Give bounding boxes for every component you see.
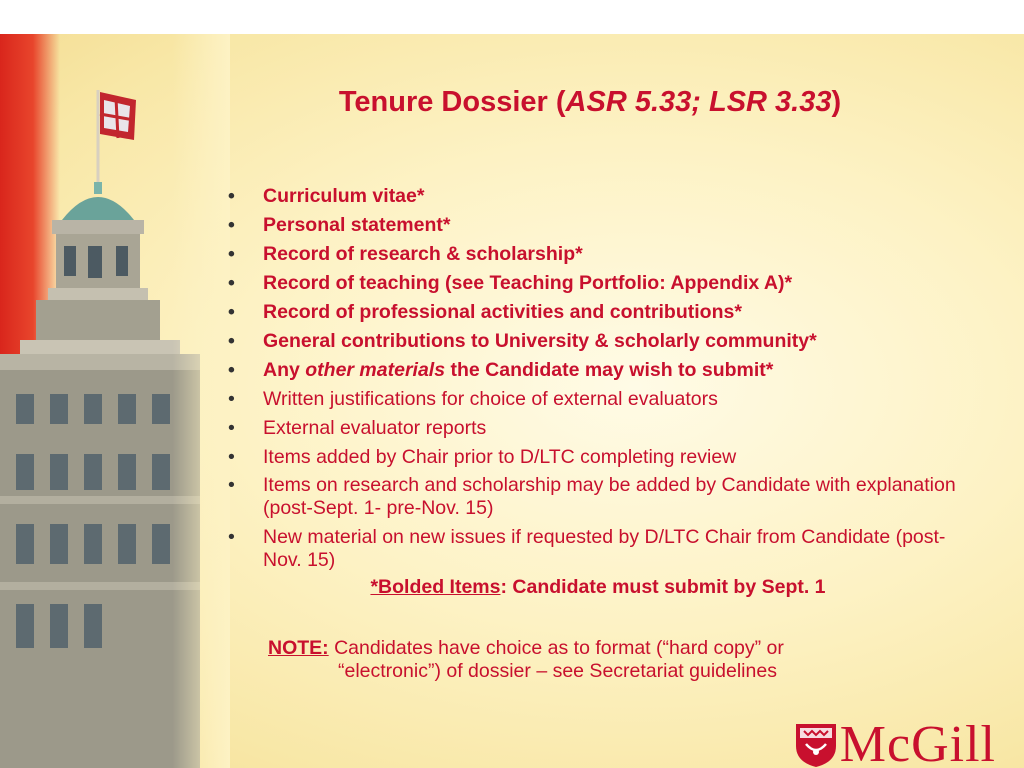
list-item: • Items added by Chair prior to D/LTC completing review: [228, 443, 968, 472]
list-item-post: the Candidate may wish to submit*: [445, 359, 774, 381]
list-item: • Record of professional activities and contributions*: [228, 298, 968, 327]
bolded-items-label: *Bolded Items: [370, 576, 501, 598]
mcgill-logo: [792, 716, 996, 768]
title-suffix: ): [831, 86, 842, 118]
format-note: [268, 637, 968, 683]
list-item: [228, 356, 968, 385]
note-label: NOTE:: [268, 637, 329, 659]
bolded-items-text: : Candidate must submit by Sept. 1: [500, 576, 826, 598]
list-item-pre: Any: [263, 359, 306, 381]
list-item-emphasis: other materials: [305, 359, 446, 381]
title-italic-reference: ASR 5.33; LSR 3.33: [565, 86, 832, 118]
list-item: • Personal statement*: [228, 211, 968, 240]
list-item: • Record of teaching (see Teaching Portfolio: Appendix A)*: [228, 269, 968, 298]
list-item: • Curriculum vitae*: [228, 182, 968, 211]
list-item: • External evaluator reports: [228, 414, 968, 443]
arts-building-image: [0, 34, 230, 768]
list-item: • General contributions to University & scholarly community*: [228, 327, 968, 356]
bolded-items-note: [228, 576, 968, 599]
list-item: • Written justifications for choice of external evaluators: [228, 385, 968, 414]
note-line-2: “electronic”) of dossier – see Secretariat guidelines: [338, 660, 777, 682]
dossier-items-list: [228, 182, 968, 578]
mcgill-wordmark: McGill: [839, 716, 996, 768]
mcgill-crest-icon: [792, 722, 840, 768]
title-prefix: Tenure Dossier (: [338, 86, 566, 118]
slide-title: [200, 86, 980, 119]
slide: [0, 34, 1024, 768]
list-item: • New material on new issues if requested by D/LTC Chair from Candidate (post-Nov. 15): [228, 526, 968, 572]
list-item: • Items on research and scholarship may be added by Candidate with explanation (post-Sept. 1- pre-Nov. 15): [228, 474, 968, 520]
note-line-1: Candidates have choice as to format (“hard copy” or: [328, 637, 784, 659]
list-item: • Record of research & scholarship*: [228, 240, 968, 269]
